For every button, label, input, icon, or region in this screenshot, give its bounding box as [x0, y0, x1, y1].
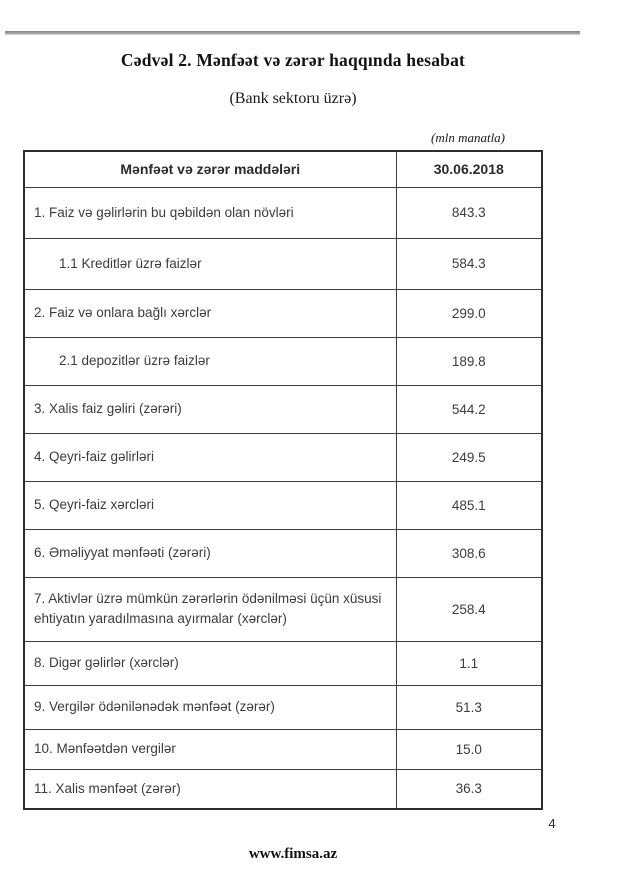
unit-note: (mln manatla): [430, 130, 506, 145]
row-label: 8. Digər gəlirlər (xərclər): [24, 641, 396, 685]
row-value: 308.6: [396, 529, 542, 577]
row-label: 1.1 Kreditlər üzrə faizlər: [24, 238, 396, 289]
footer-url: www.fimsa.az: [248, 846, 338, 862]
horizontal-rule: [5, 31, 580, 35]
table-row: [24, 481, 542, 529]
row-value: 15.0: [396, 729, 542, 769]
table-row: [24, 577, 542, 641]
row-label: 1. Faiz və gəlirlərin bu qəbildən olan növləri: [24, 187, 396, 238]
row-label: 5. Qeyri-faiz xərcləri: [24, 481, 396, 529]
table-row: [24, 769, 542, 809]
profit-loss-table: [23, 150, 543, 810]
table-header-row: [24, 151, 542, 187]
row-value: 258.4: [396, 577, 542, 641]
row-label: 3. Xalis faiz gəliri (zərəri): [24, 385, 396, 433]
page-number: 4: [548, 816, 556, 831]
table-row: [24, 187, 542, 238]
row-value: 36.3: [396, 769, 542, 809]
table-row: [24, 433, 542, 481]
row-value: 249.5: [396, 433, 542, 481]
column-header-date: 30.06.2018: [396, 151, 542, 187]
table-row: [24, 529, 542, 577]
row-value: 189.8: [396, 337, 542, 385]
row-label: 2. Faiz və onlara bağlı xərclər: [24, 289, 396, 337]
row-value: 544.2: [396, 385, 542, 433]
table-row: [24, 729, 542, 769]
row-value: 299.0: [396, 289, 542, 337]
table-row: [24, 238, 542, 289]
table-row: [24, 685, 542, 729]
row-label: 10. Mənfəətdən vergilər: [24, 729, 396, 769]
row-label: 4. Qeyri-faiz gəlirləri: [24, 433, 396, 481]
table-row: [24, 337, 542, 385]
row-value: 51.3: [396, 685, 542, 729]
page-subtitle: (Bank sektoru üzrə): [229, 90, 357, 107]
row-value: 584.3: [396, 238, 542, 289]
row-label: 6. Əməliyyat mənfəəti (zərəri): [24, 529, 396, 577]
row-value: 485.1: [396, 481, 542, 529]
row-value: 843.3: [396, 187, 542, 238]
row-value: 1.1: [396, 641, 542, 685]
table-row: [24, 289, 542, 337]
column-header-items: Mənfəət və zərər maddələri: [24, 151, 396, 187]
table-row: [24, 641, 542, 685]
row-label: 2.1 depozitlər üzrə faizlər: [24, 337, 396, 385]
table-row: [24, 385, 542, 433]
page-title: Cədvəl 2. Mənfəət və zərər haqqında hesabat: [120, 50, 466, 70]
row-label: 11. Xalis mənfəət (zərər): [24, 769, 396, 809]
row-label: 9. Vergilər ödənilənədək mənfəət (zərər): [24, 685, 396, 729]
row-label: 7. Aktivlər üzrə mümkün zərərlərin ödənilməsi üçün xüsusi ehtiyatın yaradılmasına ayırmalar (xərclər): [24, 577, 396, 641]
